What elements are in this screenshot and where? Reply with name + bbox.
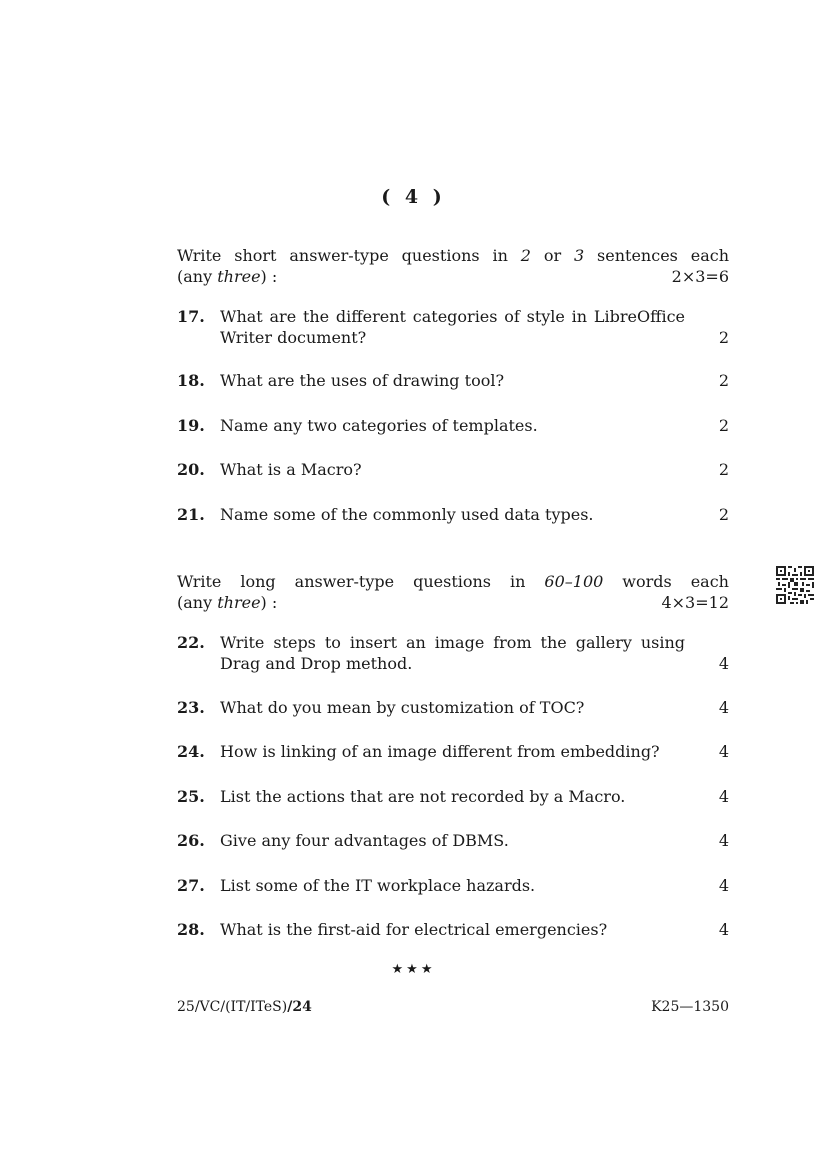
question-text: What are the uses of drawing tool? bbox=[220, 371, 505, 390]
question-text: How is linking of an image different from embedding? bbox=[220, 742, 660, 761]
question-26 bbox=[177, 830, 729, 851]
section-1-instructions bbox=[177, 245, 729, 287]
section-1-instruction-line-2: (any three) : 2×3=6 bbox=[177, 267, 729, 286]
question-24 bbox=[177, 741, 729, 762]
section-2-marks: 4×3=12 bbox=[661, 593, 729, 612]
question-text: Give any four advantages of DBMS. bbox=[220, 831, 509, 850]
question-number: 28. bbox=[177, 920, 205, 939]
question-text: Write steps to insert an image from the gallery using Drag and Drop method. bbox=[220, 633, 685, 673]
question-marks: 2 bbox=[718, 371, 729, 390]
question-marks: 4 bbox=[718, 876, 729, 895]
question-text: What is the first-aid for electrical emergencies? bbox=[220, 920, 608, 939]
question-marks: 4 bbox=[718, 698, 729, 717]
question-number: 18. bbox=[177, 371, 205, 390]
footer-paper-code: 25/VC/(IT/ITeS)/24 bbox=[177, 999, 312, 1015]
question-text: What are the different categories of style in LibreOffice Writer document? bbox=[220, 307, 685, 347]
question-number: 24. bbox=[177, 742, 205, 761]
question-number: 25. bbox=[177, 787, 205, 806]
question-marks: 2 bbox=[718, 416, 729, 435]
question-number: 22. bbox=[177, 633, 205, 652]
question-21 bbox=[177, 504, 729, 525]
section-2-instruction-line-2: (any three) : 4×3=12 bbox=[177, 593, 729, 612]
question-22 bbox=[177, 632, 729, 674]
question-marks: 2 bbox=[718, 328, 729, 347]
question-text: List some of the IT workplace hazards. bbox=[220, 876, 536, 895]
question-marks: 4 bbox=[718, 654, 729, 673]
question-number: 20. bbox=[177, 460, 205, 479]
question-marks: 2 bbox=[718, 505, 729, 524]
question-marks: 4 bbox=[718, 787, 729, 806]
question-text: List the actions that are not recorded by a Macro. bbox=[220, 787, 626, 806]
question-number: 27. bbox=[177, 876, 205, 895]
question-marks: 4 bbox=[718, 920, 729, 939]
question-text: Name any two categories of templates. bbox=[220, 416, 538, 435]
question-19 bbox=[177, 415, 729, 436]
section-1-marks: 2×3=6 bbox=[671, 267, 729, 286]
question-20 bbox=[177, 459, 729, 480]
question-27 bbox=[177, 875, 729, 896]
section-2-instruction-line-1: Write long answer-type questions in 60–100 words each bbox=[177, 572, 729, 591]
page-number: ( 4 ) bbox=[381, 186, 446, 208]
question-23 bbox=[177, 697, 729, 718]
question-28 bbox=[177, 919, 729, 940]
question-number: 17. bbox=[177, 307, 205, 326]
question-25 bbox=[177, 786, 729, 807]
qr-code-icon bbox=[776, 566, 814, 604]
footer-reference: K25—1350 bbox=[651, 999, 729, 1015]
question-marks: 4 bbox=[718, 742, 729, 761]
question-text: What do you mean by customization of TOC? bbox=[220, 698, 585, 717]
end-marker: ★★★ bbox=[391, 962, 436, 977]
question-text: What is a Macro? bbox=[220, 460, 362, 479]
question-marks: 4 bbox=[718, 831, 729, 850]
section-2-instructions bbox=[177, 571, 729, 613]
question-17 bbox=[177, 306, 729, 348]
question-number: 21. bbox=[177, 505, 205, 524]
question-number: 26. bbox=[177, 831, 205, 850]
question-number: 23. bbox=[177, 698, 205, 717]
section-1-instruction-line-1: Write short answer-type questions in 2 or 3 sentences each bbox=[177, 246, 730, 265]
question-number: 19. bbox=[177, 416, 205, 435]
question-18 bbox=[177, 370, 729, 391]
question-text: Name some of the commonly used data types. bbox=[220, 505, 594, 524]
question-marks: 2 bbox=[718, 460, 729, 479]
